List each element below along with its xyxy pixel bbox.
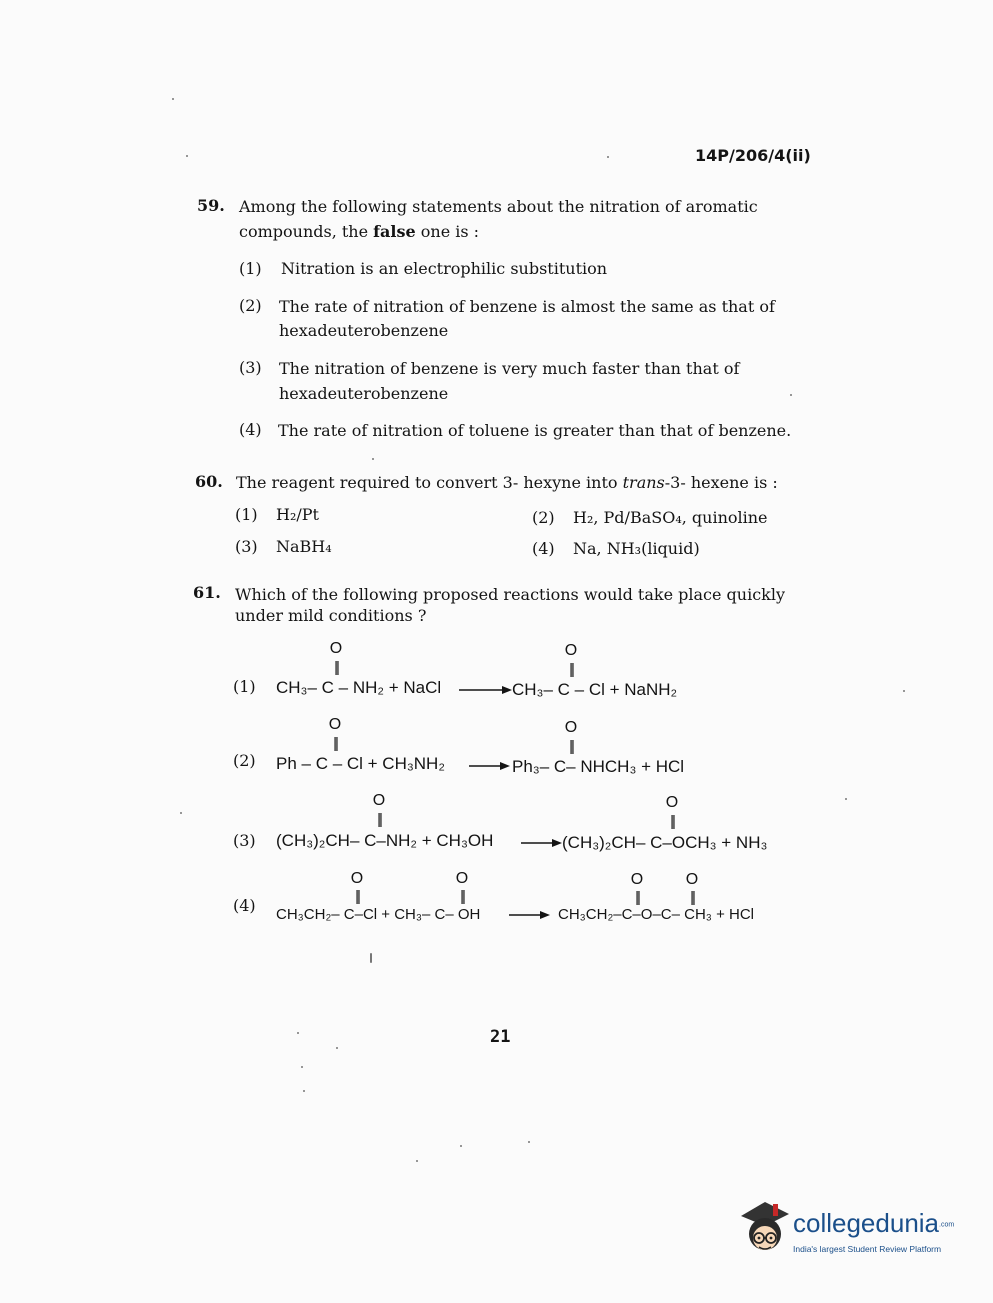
carbonyl-oxygen: O [328,716,342,733]
scan-speck [372,458,374,460]
double-bond: || [569,661,573,678]
reactants: (CH₃)₂CH– C–NH₂ + CH₃OH [276,831,494,850]
products: CH₃CH₂–C–O–C– CH₃ + HCl [558,906,754,923]
products: (CH₃)₂CH– C–OCH₃ + NH₃ [562,833,768,852]
option-text: The rate of nitration of benzene is almost the same as that of [279,297,775,316]
option-text-line2: hexadeuterobenzene [279,384,449,403]
carbonyl-oxygen: O [372,792,386,809]
brand-name [793,1208,954,1239]
option-text: H₂/Pt [276,505,319,524]
option-text: The rate of nitration of toluene is greater than that of benzene. [278,421,792,440]
scan-speck [172,98,174,100]
double-bond: || [334,659,338,676]
stem-text: compounds, the [239,222,374,241]
carbonyl-oxygen: O [564,642,578,659]
stem-text: -3- hexene is : [664,473,778,492]
option-text: Na, NH₃(liquid) [573,539,700,558]
carbonyl-oxygen: O [630,871,644,888]
option-number: (1) [233,677,256,696]
option-number: (2) [233,751,256,770]
question-number: 59. [197,196,225,215]
question-stem: Among the following statements about the nitration of aromatic [239,197,758,216]
carbonyl-oxygen: O [665,794,679,811]
option-number: (1) [235,505,258,524]
reaction-arrow [508,908,552,922]
double-bond: || [333,735,337,752]
carbonyl-oxygen: O [685,871,699,888]
products: Ph₃– C– NHCH₃ + HCl [512,757,685,776]
scan-speck [336,1047,338,1049]
brand-suffix: .com [939,1221,955,1229]
double-bond: || [377,811,381,828]
carbonyl-oxygen: O [455,870,469,887]
scan-speck [845,798,847,800]
paper-code: 14P/206/4(ii) [695,146,811,165]
option-number: (3) [235,537,258,556]
option-text: NaBH₄ [276,537,332,556]
double-bond: || [635,889,639,906]
student-mascot-icon [735,1196,795,1260]
double-bond: || [670,813,674,830]
question-stem: Which of the following proposed reactions would take place quickly [235,585,786,604]
scan-speck [790,394,792,396]
question-stem-line2 [239,222,479,241]
reaction-arrow [458,683,514,697]
carbonyl-oxygen: O [329,640,343,657]
option-number: (3) [233,831,256,850]
question-stem-line2: under mild conditions ? [235,606,427,625]
option-number: (1) [239,259,262,278]
scan-speck [301,1066,303,1068]
option-number: (4) [239,420,262,439]
scan-speck [370,953,372,963]
option-number: (4) [233,896,256,915]
carbonyl-oxygen: O [350,870,364,887]
option-number: (2) [239,296,262,315]
question-stem [236,473,778,492]
question-number: 60. [195,472,223,491]
option-text-line2: hexadeuterobenzene [279,321,449,340]
page-number: 21 [490,1027,511,1047]
stem-text: one is : [415,222,480,241]
scan-speck [903,690,905,692]
collegedunia-logo [735,1196,975,1262]
question-number: 61. [193,583,221,602]
double-bond: || [690,889,694,906]
brand-tagline: India's largest Student Review Platform [793,1244,942,1254]
scan-speck [303,1090,305,1092]
double-bond: || [460,888,464,905]
double-bond: || [569,738,573,755]
scan-speck [297,1032,299,1034]
option-text: Nitration is an electrophilic substitution [281,259,608,278]
option-text: H₂, Pd/BaSO₄, quinoline [573,508,768,527]
option-number: (3) [239,358,262,377]
scan-speck [416,1160,418,1162]
products: CH₃– C – Cl + NaNH₂ [512,680,678,699]
scan-speck [607,156,609,158]
option-number: (4) [532,539,555,558]
reaction-arrow [468,759,512,773]
scan-speck [186,155,188,157]
double-bond: || [355,888,359,905]
scan-speck [460,1145,462,1147]
brand-text: collegedunia [793,1208,940,1238]
scan-speck [528,1141,530,1143]
stem-text: The reagent required to convert 3- hexyne into [236,473,623,492]
reactants: CH₃CH₂– C–Cl + CH₃– C– OH [276,906,481,923]
reactants: CH₃– C – NH₂ + NaCl [276,678,442,697]
carbonyl-oxygen: O [564,719,578,736]
stem-italic: trans [622,473,665,492]
reactants: Ph – C – Cl + CH₃NH₂ [276,754,445,773]
option-number: (2) [532,508,555,527]
stem-emphasis: false [373,222,416,241]
option-text: The nitration of benzene is very much faster than that of [279,359,740,378]
scan-speck [180,812,182,814]
reaction-arrow [520,836,564,850]
